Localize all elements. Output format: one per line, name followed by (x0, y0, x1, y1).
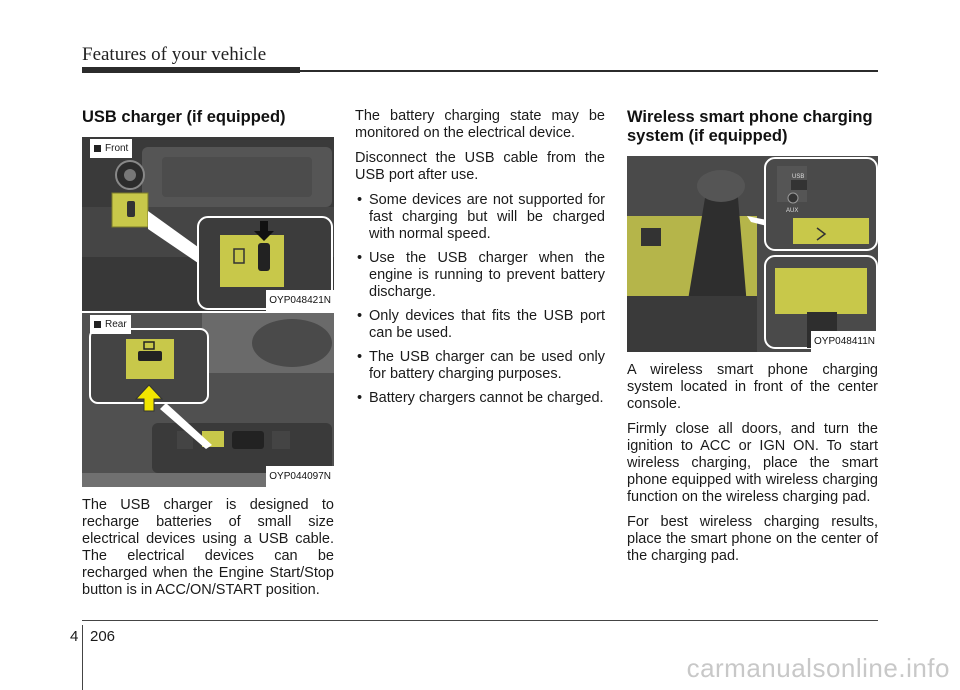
front-figure-label: Front (90, 139, 132, 158)
rear-figure-code: OYP044097N (266, 466, 334, 487)
list-item: • Only devices that fits the USB port can be used. (355, 308, 605, 342)
section-number: 4 (70, 628, 79, 645)
rear-usb-figure (82, 313, 334, 487)
column-usb-notes (355, 108, 605, 414)
usb-notes-list (355, 192, 605, 407)
wireless-start-paragraph: Firmly close all doors, and turn the ignition to ACC or IGN ON. To start wireless charging, place the smart phone equipped with wireless charging function on the wireless charging pad. (627, 421, 878, 505)
wireless-best-results-paragraph: For best wireless charging results, place the smart phone on the center of the charging pad. (627, 514, 878, 564)
wireless-charging-illustration (627, 156, 878, 352)
square-bullet-icon (94, 145, 101, 152)
footer-rule (82, 620, 878, 621)
column-wireless-charging (627, 108, 878, 573)
list-item: • Some devices are not supported for fast charging but will be charged with normal speed. (355, 192, 605, 243)
list-item: • Use the USB charger when the engine is running to prevent battery discharge. (355, 250, 605, 301)
aux-port-label: AUX (786, 208, 799, 214)
wireless-figure-code: OYP048411N (811, 331, 878, 352)
usb-charger-heading: USB charger (if equipped) (82, 108, 286, 126)
square-bullet-icon (94, 321, 101, 328)
wireless-location-paragraph: A wireless smart phone charging system located in front of the center console. (627, 362, 878, 412)
wireless-charging-figure (627, 156, 878, 352)
list-item: • The USB charger can be used only for battery charging purposes. (355, 349, 605, 383)
wireless-charging-heading: Wireless smart phone charging system (if equipped) (627, 108, 873, 145)
rear-usb-illustration (82, 313, 334, 487)
column-usb-charger (82, 108, 334, 607)
site-watermark: carmanualsonline.info (686, 653, 950, 683)
usb-port-label: USB (792, 174, 805, 180)
disconnect-paragraph: Disconnect the USB cable from the USB port after use. (355, 150, 605, 183)
front-usb-illustration (82, 137, 334, 311)
list-item: • Battery chargers cannot be charged. (355, 390, 605, 407)
usb-charger-description: The USB charger is designed to recharge batteries of small size electrical devices using a USB cable. The electrical devices can be recharged when the Engine Start/Stop button is in ACC/ON/START position. (82, 497, 334, 598)
battery-state-paragraph: The battery charging state may be monitored on the electrical device. (355, 108, 605, 141)
front-usb-figure (82, 137, 334, 311)
rear-figure-label: Rear (90, 315, 131, 334)
header-rule-thick (82, 67, 300, 73)
front-figure-code: OYP048421N (266, 290, 334, 311)
header-rule-thin (300, 70, 878, 72)
page-number: 206 (90, 628, 116, 645)
footer-divider (82, 625, 83, 690)
page-header-title: Features of your vehicle (82, 44, 267, 65)
